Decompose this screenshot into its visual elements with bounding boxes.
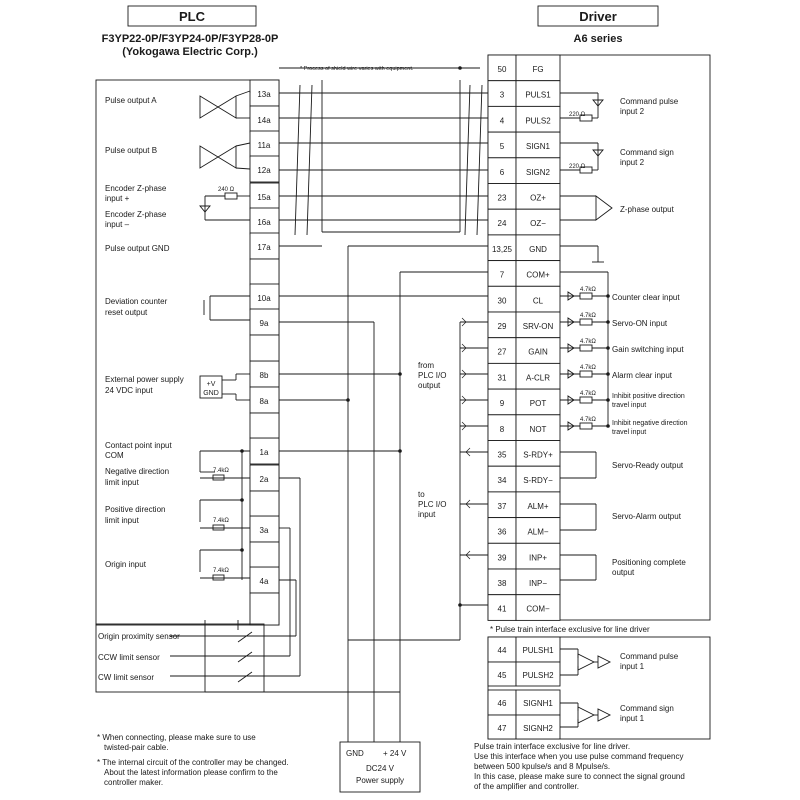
driver-terminal-name: S-RDY+ [523, 450, 553, 460]
resistor-47k [580, 293, 592, 299]
junction-dot [398, 449, 402, 453]
plc-header: PLC [179, 9, 205, 24]
junction-dot [606, 424, 610, 428]
junction-dot [606, 398, 610, 402]
label-encoder-minus-2: input – [105, 220, 130, 229]
to-label-1: to [418, 490, 425, 499]
label-positioning-1: Positioning complete [612, 558, 686, 567]
to-label-3: input [418, 510, 436, 519]
signal-arrows [462, 318, 470, 559]
label-inhibit-negative-1: Inhibit negative direction [612, 420, 688, 427]
plc-terminal-label: 8a [259, 397, 269, 406]
junction-dot [398, 372, 402, 376]
driver-terminal-number: 9 [499, 399, 505, 409]
label-contact-point-1: Contact point input [105, 441, 172, 450]
resistor-74k-2: 7.4kΩ [213, 518, 229, 524]
line-driver-receivers [560, 649, 610, 727]
label-command-pulse-1a: Command pulse [620, 652, 679, 661]
driver-terminal-name: SRV-ON [522, 322, 554, 331]
ext-power-gnd: GND [203, 390, 219, 397]
driver-terminal-number: 8 [499, 424, 505, 434]
label-encoder-minus-1: Encoder Z-phase [105, 210, 167, 219]
plc-terminal-label: 2a [259, 475, 269, 484]
plc-terminal-spacer [250, 491, 279, 516]
label-inhibit-positive-1: Inhibit positive direction [612, 393, 685, 400]
line-driver-terminal-number: 45 [497, 671, 507, 680]
label-command-sign-1a: Command sign [620, 704, 674, 713]
ld-note-5: of the amplifier and controller. [474, 782, 579, 791]
plc-terminal-label: 9a [259, 319, 269, 328]
line-driver-terminal-name: PULSH2 [522, 671, 554, 680]
driver-terminal-number: 41 [497, 604, 507, 614]
junction-dot [240, 449, 244, 453]
resistor-47k-label: 4.7kΩ [580, 391, 596, 397]
plc-terminal-spacer [250, 542, 279, 567]
driver-input-circuits [560, 93, 612, 580]
driver-series: A6 series [573, 33, 623, 45]
label-alarm-clear: Alarm clear input [612, 371, 673, 380]
plc-terminal-spacer [250, 413, 279, 438]
io-direction-labels [418, 361, 446, 519]
line-driver-title: * Pulse train interface exclusive for line driver [490, 625, 650, 634]
driver-terminal-number: 50 [497, 65, 507, 74]
label-ccw-limit: CCW limit sensor [98, 653, 160, 662]
line-driver-terminal-number: 44 [497, 646, 507, 655]
resistor-47k-label: 4.7kΩ [580, 287, 596, 293]
encoder-input-circuit [200, 193, 250, 220]
label-encoder-plus-1: Encoder Z-phase [105, 184, 167, 193]
junction-dot [458, 603, 462, 607]
resistor-47k [580, 397, 592, 403]
driver-terminal-number: 23 [497, 193, 507, 203]
driver-terminal-name: ALM+ [527, 501, 549, 511]
label-encoder-plus-2: input + [105, 194, 130, 203]
resistor-47k [580, 423, 592, 429]
label-command-pulse-2a: Command pulse [620, 97, 679, 106]
plc-terminal-label: 1a [259, 448, 269, 457]
driver-terminal-name: OZ+ [530, 193, 546, 203]
resistor-240: 240 Ω [218, 187, 235, 193]
sensor-labels [98, 632, 180, 682]
line-driver-terminal-strip [488, 637, 560, 739]
driver-terminal-number: 5 [499, 142, 505, 152]
plc-terminal-label: 8b [259, 371, 269, 380]
interconnect-wires [170, 68, 488, 746]
driver-terminal-number: 39 [497, 553, 507, 563]
resistor-74k-3: 7.4kΩ [213, 568, 229, 574]
driver-terminal-number: 37 [497, 501, 507, 511]
note-2-line-3: controller maker. [104, 778, 164, 787]
driver-terminal-name: A-CLR [525, 373, 551, 383]
junction-dot [606, 320, 610, 324]
ld-note-1: Pulse train interface exclusive for line driver. [474, 742, 631, 751]
driver-header: Driver [579, 9, 617, 24]
plc-terminal-label: 17a [257, 243, 271, 252]
driver-terminal-name: PULS1 [525, 90, 551, 100]
driver-terminal-number: 27 [497, 347, 507, 357]
ld-note-3: between 500 kpulse/s and 8 Mpulse/s. [474, 762, 611, 771]
driver-terminal-name: COM− [526, 604, 550, 614]
junction-dot [606, 294, 610, 298]
line-driver-terminal-name: SIGNH2 [523, 724, 553, 733]
line-driver-labels [620, 652, 679, 723]
driver-terminal-number: 7 [499, 270, 505, 280]
label-command-pulse-1b: input 1 [620, 662, 645, 671]
resistor-47k-label: 4.7kΩ [580, 339, 596, 345]
plc-terminal-label: 14a [257, 116, 271, 125]
plc-model-line1: F3YP22-0P/F3YP24-0P/F3YP28-0P [101, 33, 279, 45]
power-dc24: DC24 V [365, 764, 395, 773]
resistor-220-1: 220 Ω [569, 112, 586, 118]
plc-terminal-blank [250, 259, 279, 285]
label-command-pulse-2b: input 2 [620, 107, 645, 116]
resistor-47k-label: 4.7kΩ [580, 417, 596, 423]
label-deviation-2: reset output [105, 308, 148, 317]
to-label-2: PLC I/O [418, 500, 447, 509]
driver-input-resistors [568, 287, 610, 430]
label-external-power-2: 24 VDC input [105, 386, 153, 395]
label-deviation-1: Deviation counter [105, 297, 168, 306]
driver-terminal-name: GAIN [528, 347, 548, 357]
plc-terminal-spacer [250, 593, 279, 625]
ext-power-wires [222, 374, 250, 400]
line-driver-terminal-number: 47 [497, 724, 507, 733]
resistor-47k-label: 4.7kΩ [580, 365, 596, 371]
note-1-line-1: * When connecting, please make sure to use [97, 733, 256, 742]
line-driver-terminal-number: 46 [497, 699, 507, 708]
note-2-line-1: * The internal circuit of the controller may be changed. [97, 758, 289, 767]
driver-terminal-name: PULS2 [525, 116, 551, 126]
driver-terminal-number: 24 [497, 219, 507, 229]
driver-terminal-name: ALM− [527, 527, 549, 537]
deviation-output-circuit [204, 296, 250, 320]
driver-terminal-number: 4 [499, 116, 505, 126]
line-driver-b-icon [200, 143, 250, 169]
label-gain-switching: Gain switching input [612, 345, 684, 354]
plc-terminal-label: 15a [257, 193, 271, 202]
label-pulse-output-a: Pulse output A [105, 96, 157, 105]
driver-terminal-name: GND [529, 244, 547, 254]
plc-terminal-label: 10a [257, 294, 271, 303]
junction-dot [458, 66, 462, 70]
label-z-phase-output: Z-phase output [620, 205, 674, 214]
driver-terminal-number: 35 [497, 450, 507, 460]
line-driver-terminal-name: PULSH1 [522, 646, 554, 655]
power-gnd: GND [346, 749, 364, 758]
label-command-sign-2b: input 2 [620, 158, 645, 167]
resistor-220-2: 220 Ω [569, 164, 586, 170]
label-contact-point-2: COM [105, 451, 124, 460]
label-positioning-2: output [612, 568, 635, 577]
resistor-47k [580, 319, 592, 325]
label-negative-limit-1: Negative direction [105, 467, 170, 476]
label-origin-proximity: Origin proximity sensor [98, 632, 180, 641]
plc-terminal-label: 13a [257, 90, 271, 99]
label-command-sign-2a: Command sign [620, 148, 674, 157]
ld-note-2: Use this interface when you use pulse command frequency [474, 752, 684, 761]
label-counter-clear: Counter clear input [612, 293, 680, 302]
line-driver-a-icon [200, 91, 250, 118]
note-1-line-2: twisted-pair cable. [104, 743, 169, 752]
from-label-1: from [418, 361, 434, 370]
plc-labels [105, 96, 184, 569]
label-inhibit-positive-2: travel input [612, 402, 647, 409]
junction-dot [240, 498, 244, 502]
plc-terminal-label: 12a [257, 166, 271, 175]
line-driver-terminal-name: SIGNH1 [523, 699, 553, 708]
driver-terminal-strip [488, 55, 560, 620]
resistor-47k [580, 345, 592, 351]
plc-terminal-label: 4a [259, 577, 269, 586]
driver-terminal-number: 30 [497, 296, 507, 306]
label-cw-limit: CW limit sensor [98, 673, 155, 682]
driver-terminal-number: 36 [497, 527, 507, 537]
line-driver-notes [474, 742, 685, 791]
driver-terminal-number: 34 [497, 476, 507, 486]
driver-terminal-name: INP− [528, 579, 548, 588]
junction-dot [346, 398, 350, 402]
label-command-sign-1b: input 1 [620, 714, 645, 723]
plc-terminal-strip [250, 80, 279, 625]
ext-power-plus: +V [206, 381, 216, 388]
from-label-2: PLC I/O [418, 371, 447, 380]
from-label-3: output [418, 381, 441, 390]
driver-terminal-number: 31 [497, 373, 507, 383]
resistor-74k-1: 7.4kΩ [213, 468, 229, 474]
plc-terminal-label: 11a [257, 141, 271, 150]
label-inhibit-negative-2: travel input [612, 429, 647, 436]
driver-signal-labels [612, 97, 688, 577]
label-servo-on: Servo-ON input [612, 319, 668, 328]
label-origin-input: Origin input [105, 560, 146, 569]
junction-dot [606, 346, 610, 350]
label-pulse-output-gnd: Pulse output GND [105, 244, 170, 253]
driver-terminal-number: 13,25 [491, 244, 513, 254]
resistor-47k [580, 371, 592, 377]
driver-terminal-name: OZ− [530, 219, 546, 229]
label-external-power-1: External power supply [105, 375, 184, 384]
driver-terminal-name: COM+ [526, 270, 550, 280]
driver-terminal-name: CL [532, 296, 544, 306]
label-pulse-output-b: Pulse output B [105, 146, 158, 155]
plc-terminal-label: 3a [259, 526, 269, 535]
driver-terminal-number: 3 [499, 90, 505, 100]
plc-terminal-spacer [250, 335, 279, 361]
power-supply-label: Power supply [355, 776, 405, 785]
label-negative-limit-2: limit input [105, 478, 139, 487]
label-positive-limit-1: Positive direction [105, 505, 166, 514]
label-positive-limit-2: limit input [105, 516, 139, 525]
note-2-line-2: About the latest information please confirm to the [104, 768, 278, 777]
plc-model-line2: (Yokogawa Electric Corp.) [122, 46, 258, 58]
ld-note-4: In this case, please make sure to connect the signal ground [474, 772, 685, 781]
driver-terminal-number: 38 [497, 579, 507, 588]
driver-terminal-name: NOT [529, 424, 547, 434]
junction-dot [606, 372, 610, 376]
plc-terminal-label: 16a [257, 218, 271, 227]
driver-terminal-name: SIGN2 [525, 167, 551, 177]
driver-terminal-name: S-RDY− [523, 476, 553, 486]
label-servo-alarm: Servo-Alarm output [612, 512, 681, 521]
driver-terminal-name: SIGN1 [525, 142, 551, 152]
shield-note: * Process of shield wire varies with equipment. [300, 66, 414, 72]
footer-notes [97, 733, 289, 787]
junction-dot [240, 548, 244, 552]
driver-terminal-name: POT [529, 399, 547, 409]
driver-terminal-number: 29 [497, 322, 507, 331]
driver-terminal-name: FG [532, 65, 544, 74]
power-24v: + 24 V [383, 749, 407, 758]
driver-terminal-name: INP+ [528, 553, 548, 563]
resistor-47k-label: 4.7kΩ [580, 313, 596, 319]
label-servo-ready: Servo-Ready output [612, 461, 684, 470]
driver-terminal-number: 6 [499, 167, 505, 177]
